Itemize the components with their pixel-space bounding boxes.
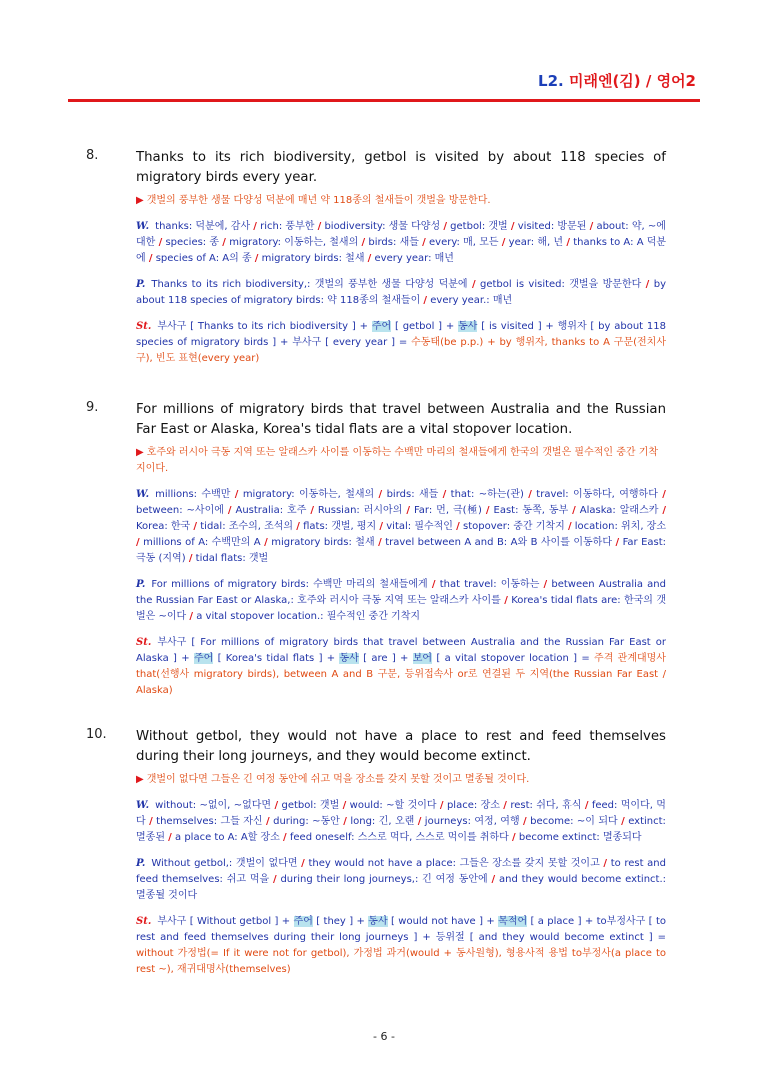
word-entry: every: 매, 모든	[429, 237, 499, 248]
separator: /	[572, 505, 576, 516]
separator: /	[456, 521, 460, 532]
word-entry: year: 해, 년	[508, 237, 564, 248]
separator: /	[378, 537, 382, 548]
separator: /	[512, 832, 516, 843]
structure-segment: [ a place ] + to부정사구 [ to rest and feed themselves during their long journeys ] + 등위절 [ and they would become extinct ] =	[136, 916, 667, 943]
grammar-role-tag: 동사	[368, 916, 388, 927]
page-header	[538, 70, 696, 91]
word-entry: long: 긴, 오랜	[350, 816, 415, 827]
word-entry: about: 약, ~에 대한	[136, 221, 666, 248]
word-entry: journeys: 여정, 여행	[424, 816, 520, 827]
word-entry: getbol: 갯벌	[450, 221, 508, 232]
separator: /	[310, 505, 314, 516]
word-entry: East: 동쪽, 동부	[493, 505, 569, 516]
grammar-role-tag: 주어	[371, 321, 392, 332]
word-entry: tidal: 조수의, 조석의	[200, 521, 294, 532]
structure-segment: [ would not have ] +	[387, 916, 499, 927]
phrase-entry: Without getbol,: 갯벌이 없다면	[151, 858, 298, 869]
structure-block	[136, 635, 666, 699]
korean-translation	[136, 445, 666, 477]
structure-segment: [ is visited ] + 행위자 [ by about 118 species of migratory birds ] + 부사구 [ every year ] =	[136, 321, 666, 348]
structure-segment: [ getbol ] +	[391, 321, 459, 332]
phrase-entry: during their long journeys,: 긴 여정 동안에	[280, 874, 488, 885]
separator: /	[361, 237, 366, 248]
separator: /	[615, 537, 620, 548]
grammar-role-tag: 주어	[193, 653, 214, 664]
word-entry: migratory birds: 철새	[271, 537, 375, 548]
separator: /	[301, 858, 305, 869]
sentence-number: 9.	[86, 400, 99, 415]
word-entry: millions of A: 수백만의 A	[143, 537, 261, 548]
word-entry: Far: 먼, 극(極)	[413, 505, 482, 516]
word-block	[136, 219, 666, 267]
separator: /	[471, 279, 476, 290]
sentence-item-10	[86, 727, 666, 978]
separator: /	[406, 505, 410, 516]
header-divider	[68, 99, 700, 102]
phrase-entry: For millions of migratory birds: 수백만 마리의 철새들에게	[151, 579, 428, 590]
separator: /	[342, 800, 347, 811]
triangle-icon: ▶	[136, 774, 144, 785]
separator: /	[136, 537, 140, 548]
word-entry: travel between A and B: A와 B 사이를 이동하다	[385, 537, 612, 548]
grammar-role-tag: 동사	[458, 321, 478, 332]
structure-segment: [ a vital stopover location ] =	[432, 653, 595, 664]
english-sentence: Thanks to its rich biodiversity, getbol is visited by about 118 species of migratory birds every year.	[136, 150, 666, 185]
separator: /	[283, 832, 287, 843]
separator: /	[274, 800, 279, 811]
separator: /	[317, 221, 322, 232]
phrase-entry: between Australia and the Russian Far East or Alaska,: 호주와 러시아 극동 지역 또는 알래스카 사이를	[136, 579, 666, 606]
word-entry: between: ~사이에	[136, 505, 224, 516]
word-entry: thanks to A: A 덕분에	[136, 237, 667, 264]
word-entry: biodiversity: 생물 다양성	[324, 221, 441, 232]
word-entry: vital: 필수적인	[386, 521, 453, 532]
separator: /	[431, 579, 436, 590]
phrase-entry: Thanks to its rich biodiversity,: 갯벌의 풍부한 생물 다양성 덕분에	[151, 279, 468, 290]
word-entry: millions: 수백만	[155, 489, 231, 500]
separator: /	[603, 858, 608, 869]
word-entry: without: ~없이, ~없다면	[155, 800, 272, 811]
word-entry: Far East: 극동 (지역)	[136, 537, 667, 564]
word-entry: stopover: 중간 기착지	[463, 521, 565, 532]
word-entry: species of A: A의 종	[155, 253, 252, 264]
separator: /	[417, 816, 422, 827]
page-number: - 6 -	[373, 1030, 395, 1043]
word-label: W.	[136, 221, 150, 232]
phrase-entry: they would not have a place: 그들은 장소를 갖지 못할 것이고	[308, 858, 600, 869]
translation-text: 갯벌이 없다면 그들은 긴 여정 동안에 쉬고 먹을 장소를 갖지 못할 것이고 멸종될 것이다.	[146, 774, 530, 785]
phrase-label: P.	[136, 279, 146, 290]
word-entry: a place to A: A할 장소	[175, 832, 280, 843]
phrase-entry: getbol is visited: 갯벌을 방문한다	[480, 279, 642, 290]
word-entry: travel: 이동하다, 여행하다	[536, 489, 658, 500]
english-sentence: For millions of migratory birds that travel between Australia and the Russian Far East or Alaska, Korea's tidal flats are a vital stopover location.	[136, 402, 666, 437]
separator: /	[254, 253, 259, 264]
separator: /	[227, 505, 232, 516]
phrase-block	[136, 856, 666, 904]
structure-segment: 부사구 [ Without getbol ] +	[157, 916, 294, 927]
word-entry: themselves: 그들 자신	[156, 816, 263, 827]
separator: /	[367, 253, 372, 264]
word-entry: tidal flats: 갯벌	[195, 553, 269, 564]
word-entry: become extinct: 멸종되다	[518, 832, 642, 843]
separator: /	[621, 816, 625, 827]
separator: /	[158, 237, 163, 248]
header-title: 미래엔(김) / 영어2	[568, 72, 696, 90]
structure-segment: 부사구 [ For millions of migratory birds that travel between Australia and the Russian Far East or Alaska ] +	[136, 637, 666, 664]
word-entry: birds: 새들	[368, 237, 419, 248]
separator: /	[662, 489, 666, 500]
separator: /	[296, 521, 300, 532]
separator: /	[253, 221, 257, 232]
grammar-role-tag: 주어	[293, 916, 313, 927]
phrase-label: P.	[136, 579, 146, 590]
separator: /	[264, 537, 268, 548]
word-entry: getbol: 갯벌	[281, 800, 340, 811]
structure-segment: [ Korea's tidal flats ] +	[213, 653, 340, 664]
translation-text: 갯벌의 풍부한 생물 다양성 덕분에 매년 약 118종의 철새들이 갯벌을 방문한다.	[146, 195, 491, 206]
separator: /	[378, 489, 383, 500]
separator: /	[501, 237, 506, 248]
separator: /	[222, 237, 226, 248]
korean-translation	[136, 193, 666, 209]
separator: /	[272, 874, 277, 885]
word-entry: every year: 매년	[374, 253, 454, 264]
separator: /	[566, 237, 570, 248]
separator: /	[504, 595, 508, 606]
separator: /	[379, 521, 384, 532]
word-entry: extinct: 멸종된	[136, 816, 666, 843]
word-entry: Australia: 호주	[235, 505, 307, 516]
lesson-number: L2.	[538, 72, 564, 90]
word-label: W.	[136, 800, 150, 811]
separator: /	[543, 579, 548, 590]
separator: /	[491, 874, 496, 885]
word-entry: that: ~하는(관)	[450, 489, 524, 500]
word-label: W.	[136, 489, 150, 500]
phrase-entry: that travel: 이동하는	[439, 579, 540, 590]
sentence-number: 8.	[86, 148, 99, 163]
word-entry: Russian: 러시아의	[317, 505, 403, 516]
phrase-entry: by about 118 species of migratory birds: 약 118종의 철새들이	[136, 279, 666, 306]
word-entry: rich: 풍부한	[260, 221, 315, 232]
word-entry: Alaska: 알래스카	[579, 505, 659, 516]
triangle-icon: ▶	[136, 195, 144, 206]
separator: /	[423, 295, 428, 306]
phrase-block	[136, 577, 666, 625]
separator: /	[343, 816, 347, 827]
separator: /	[584, 800, 589, 811]
separator: /	[645, 279, 650, 290]
separator: /	[188, 553, 193, 564]
korean-translation	[136, 772, 666, 788]
structure-block	[136, 914, 666, 978]
english-sentence: Without getbol, they would not have a place to rest and feed themselves during their long journeys, and they would become extinct.	[136, 729, 666, 764]
word-entry: migratory: 이동하는, 철새의	[229, 237, 359, 248]
word-block	[136, 487, 666, 567]
separator: /	[485, 505, 490, 516]
word-entry: feed oneself: 스스로 먹다, 스스로 먹이를 취하다	[289, 832, 509, 843]
separator: /	[567, 521, 572, 532]
sentence-item-8	[86, 148, 666, 367]
separator: /	[662, 505, 666, 516]
triangle-icon: ▶	[136, 447, 144, 458]
separator: /	[528, 489, 532, 500]
grammar-role-tag: 보어	[412, 653, 433, 664]
grammar-role-tag: 목적어	[498, 916, 528, 927]
structure-segment: [ are ] +	[358, 653, 413, 664]
separator: /	[422, 237, 426, 248]
grammar-note: without 가정법(= If it were not for getbol), 가정법 과거(would + 동사원형), 형용사적 용법 to부정사(a place to rest ~), 재귀대명사(themselves)	[136, 948, 666, 975]
separator: /	[189, 611, 194, 622]
structure-segment: 부사구 [ Thanks to its rich biodiversity ] +	[157, 321, 372, 332]
structure-label: St.	[136, 321, 152, 332]
word-entry: visited: 방문된	[517, 221, 587, 232]
structure-label: St.	[136, 637, 152, 648]
word-entry: migratory: 이동하는, 철새의	[242, 489, 375, 500]
phrase-entry: a vital stopover location.: 필수적인 중간 기착지	[196, 611, 421, 622]
separator: /	[168, 832, 172, 843]
sentence-item-9	[86, 400, 666, 699]
structure-segment: [ they ] +	[312, 916, 369, 927]
sentence-number: 10.	[86, 727, 107, 742]
word-entry: place: 장소	[446, 800, 500, 811]
word-entry: location: 위치, 장소	[574, 521, 667, 532]
word-entry: thanks: 덕분에, 감사	[155, 221, 251, 232]
phrase-entry: to rest and feed themselves: 쉬고 먹을	[136, 858, 666, 885]
separator: /	[193, 521, 198, 532]
word-entry: Korea: 한국	[136, 521, 191, 532]
separator: /	[439, 800, 444, 811]
separator: /	[234, 489, 239, 500]
phrase-block	[136, 277, 666, 309]
phrase-entry: every year.: 매년	[430, 295, 513, 306]
separator: /	[523, 816, 527, 827]
word-block	[136, 798, 666, 846]
grammar-note: 수동태(be p.p.) + by 행위자, thanks to A 구문(전치사구), 빈도 표현(every year)	[136, 337, 666, 364]
word-entry: migratory birds: 철새	[261, 253, 365, 264]
phrase-entry: and they would become extinct.: 멸종될 것이다	[136, 874, 667, 901]
structure-label: St.	[136, 916, 152, 927]
grammar-note: 주격 관계대명사 that(선행사 migratory birds), between A and B 구문, 등위접속사 or로 연결된 두 지역(the Russian Far East / Alaska)	[136, 653, 666, 696]
grammar-role-tag: 동사	[339, 653, 359, 664]
translation-text: 호주와 러시아 극동 지역 또는 알래스카 사이를 이동하는 수백만 마리의 철새들에게 한국의 갯벌은 필수적인 중간 기착지이다.	[136, 447, 659, 474]
separator: /	[443, 221, 447, 232]
word-entry: would: ~할 것이다	[349, 800, 437, 811]
separator: /	[589, 221, 594, 232]
word-entry: during: ~동안	[273, 816, 340, 827]
word-entry: species: 종	[165, 237, 220, 248]
separator: /	[510, 221, 515, 232]
word-entry: flats: 갯벌, 평지	[303, 521, 377, 532]
separator: /	[503, 800, 507, 811]
word-entry: become: ~이 되다	[530, 816, 618, 827]
separator: /	[442, 489, 447, 500]
word-entry: feed: 먹이다, 먹다	[136, 800, 666, 827]
phrase-label: P.	[136, 858, 146, 869]
separator: /	[266, 816, 270, 827]
structure-block	[136, 319, 666, 367]
separator: /	[149, 816, 153, 827]
separator: /	[148, 253, 153, 264]
word-entry: birds: 새들	[386, 489, 439, 500]
phrase-entry: Korea's tidal flats are: 한국의 갯벌은 ~이다	[136, 595, 666, 622]
word-entry: rest: 쉬다, 휴식	[510, 800, 582, 811]
